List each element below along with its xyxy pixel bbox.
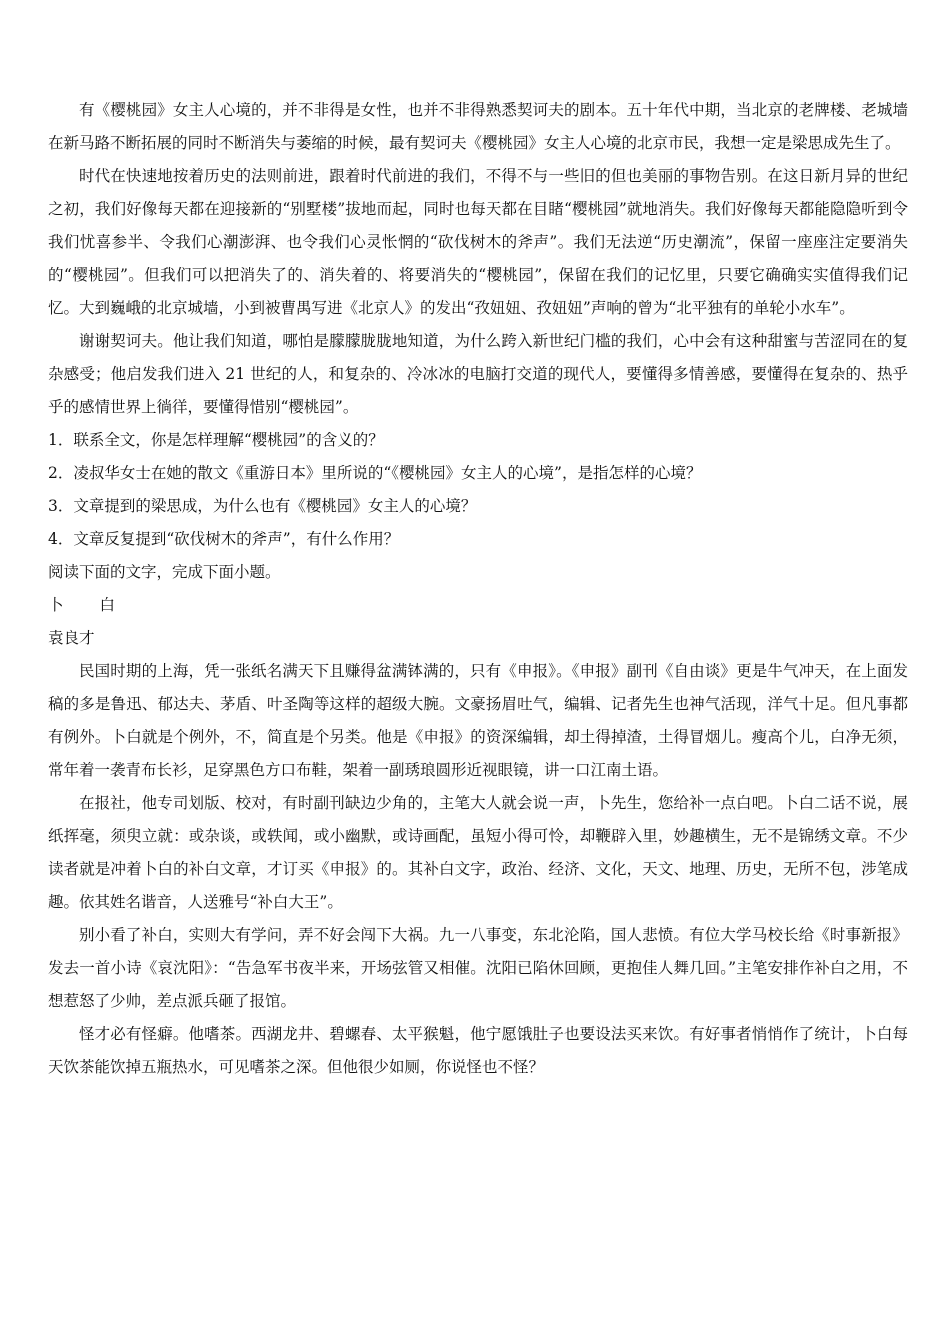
reading-instruction: 阅读下面的文字，完成下面小题。 <box>48 563 281 581</box>
story-title-char-2: 白 <box>99 596 152 614</box>
question-1: 1．联系全文，你是怎样理解“樱桃园”的含义的？ <box>48 431 384 449</box>
passage2-paragraph-4: 怪才必有怪癖。他嗜茶。西湖龙井、碧螺春、太平猴魁，他宁愿饿肚子也要设法买来饮。有好事者悄悄作了统计，卜白每天饮茶能饮掉五瓶热水，可见嗜茶之深。但他很少如厕，你说怪也不怪？ <box>48 1025 908 1076</box>
passage2-paragraph-3: 别小看了补白，实则大有学问，弄不好会闯下大祸。九一八事变，东北沦陷，国人悲愤。有位大学马校长给《时事新报》发去一首小诗《哀沈阳》：“告急军书夜半来，开场弦管又相催。沈阳已陷休回顾，更抱佳人舞几回。”主笔安排作补白之用，不想惹怒了少帅，差点派兵砸了报馆。 <box>48 926 908 1010</box>
passage2-paragraph-2: 在报社，他专司划版、校对，有时副刊缺边少角的，主笔大人就会说一声，卜先生，您给补一点白吧。卜白二话不说，展纸挥毫，须臾立就：或杂谈，或轶闻，或小幽默，或诗画配，虽短小得可怜，却鞭辟入里，妙趣横生，无不是锦绣文章。不少读者就是冲着卜白的补白文章，才订买《申报》的。其补白文字，政治、经济、文化，天文、地理、历史，无所不包，涉笔成趣。依其姓名谐音，人送雅号“补白大王”。 <box>48 794 908 911</box>
passage1-paragraph-1: 有《樱桃园》女主人心境的，并不非得是女性，也并不非得熟悉契诃夫的剧本。五十年代中期，当北京的老牌楼、老城墙在新马路不断拓展的同时不断消失与萎缩的时候，最有契诃夫《樱桃园》女主人心境的北京市民，我想一定是梁思成先生了。 <box>48 101 908 152</box>
story-title-char-1: 卜 <box>48 596 100 614</box>
question-2: 2．凌叔华女士在她的散文《重游日本》里所说的“《樱桃园》女主人的心境”，是指怎样的心境？ <box>48 464 702 482</box>
passage1-paragraph-2: 时代在快速地按着历史的法则前进，跟着时代前进的我们，不得不与一些旧的但也美丽的事物告别。在这日新月异的世纪之初，我们好像每天都在迎接新的“别墅楼”拔地而起，同时也每天都在目睹“樱桃园”就地消失。我们好像每天都能隐隐听到令我们忧喜参半、令我们心潮澎湃、也令我们心灵怅惘的“砍伐树木的斧声”。我们无法逆“历史潮流”，保留一座座注定要消失的“樱桃园”。但我们可以把消失了的、消失着的、将要消失的“樱桃园”，保留在我们的记忆里，只要它确确实实值得我们记忆。大到巍峨的北京城墙，小到被曹禺写进《北京人》的发出“孜妞妞、孜妞妞”声响的曾为“北平独有的单轮小水车”。 <box>48 167 908 317</box>
passage1-paragraph-3: 谢谢契诃夫。他让我们知道，哪怕是朦朦胧胧地知道，为什么跨入新世纪门槛的我们，心中会有这种甜蜜与苦涩同在的复杂感受；他启发我们进入 21 世纪的人，和复杂的、冷冰冰的电脑打交道的现代人，要懂得多情善感，要懂得在复杂的、热乎乎的感情世界上徜徉，要懂得惜别“樱桃园”。 <box>48 332 908 416</box>
story-title <box>48 589 908 622</box>
passage2-paragraph-1: 民国时期的上海，凭一张纸名满天下且赚得盆满钵满的，只有《申报》。《申报》副刊《自由谈》更是牛气冲天，在上面发稿的多是鲁迅、郁达夫、茅盾、叶圣陶等这样的超级大腕。文豪扬眉吐气，编辑、记者先生也神气活现，洋气十足。但凡事都有例外。卜白就是个例外，不，简直是个另类。他是《申报》的资深编辑，却土得掉渣，土得冒烟儿。瘦高个儿，白净无须，常年着一袭青布长衫，足穿黑色方口布鞋，架着一副琇琅圆形近视眼镜，讲一口江南土语。 <box>48 662 908 779</box>
document-page <box>48 94 908 1084</box>
question-4: 4．文章反复提到“砍伐树木的斧声”，有什么作用？ <box>48 530 400 548</box>
story-author: 袁良才 <box>48 629 95 647</box>
question-3: 3．文章提到的梁思成，为什么也有《樱桃园》女主人的心境？ <box>48 497 477 515</box>
